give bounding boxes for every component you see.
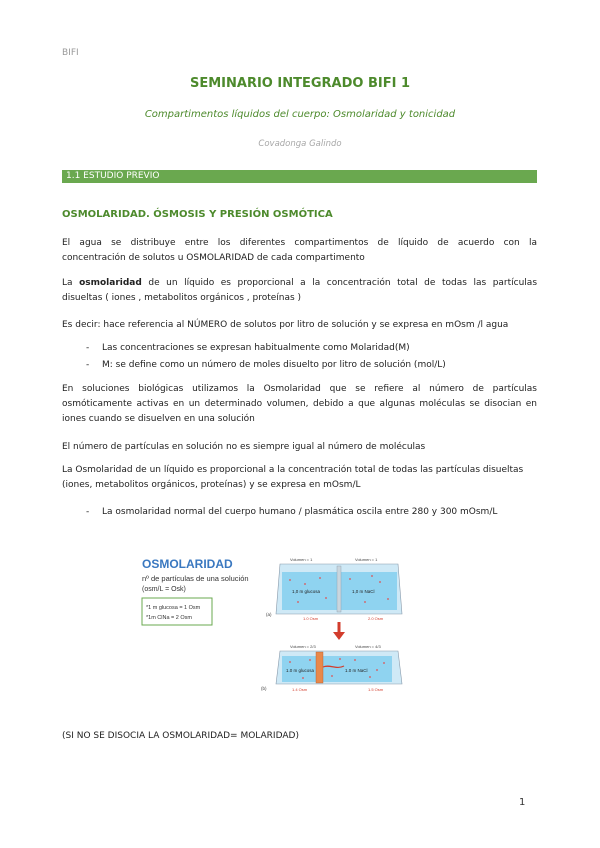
bullet-item: La osmolaridad normal del cuerpo humano / plasmática oscila entre 280 y 300 mOsm/L xyxy=(102,507,498,517)
paragraph-2-line-1 xyxy=(62,276,537,291)
bottom-volume-right: Volumen = 4/3 xyxy=(355,644,381,649)
bullet-marker: - xyxy=(86,507,90,517)
top-membrane xyxy=(337,566,341,612)
paragraph-1 xyxy=(62,236,537,266)
paragraph-6-line-1: La Osmolaridad de un líquido es proporcional a la concentración total de todas las partículas disueltas xyxy=(62,465,524,475)
paragraph-2-line-2: disueltas ( iones , metabolitos orgánicos , proteínas ) xyxy=(62,293,302,303)
paragraph-2 xyxy=(62,276,537,306)
bullet-item: M: se define como un número de moles disuelto por litro de solución (mol/L) xyxy=(102,360,446,370)
paragraph-6-line-2: (iones, metabolitos orgánicos, proteínas) y se expresa en mOsm/L xyxy=(62,480,361,490)
paragraph-4-line-2: osmóticamente activas en un determinado volumen, debido a que algunas moléculas se disocian en xyxy=(62,399,537,409)
panel-marker-a: (a) xyxy=(266,612,272,617)
figure-subtitle-line-1: nº de partículas de una solución xyxy=(142,574,249,583)
author-name: Covadonga Galindo xyxy=(258,139,342,149)
paragraph-1-line-1: El agua se distribuye entre los diferentes compartimentos de líquido de acuerdo con la xyxy=(62,238,537,248)
section-heading: OSMOLARIDAD. ÓSMOSIS Y PRESIÓN OSMÓTICA xyxy=(62,209,333,220)
conversion-line-1: *1 m glucosa = 1 Osm xyxy=(146,605,201,611)
bottom-left-label: 1.0 m glucosa xyxy=(286,668,315,673)
bottom-left-osm: 1.4 Osm xyxy=(292,687,308,692)
paragraph-2-rest: de un líquido es proporcional a la concentración total de todas las partículas xyxy=(141,278,538,288)
transition-arrow-shaft xyxy=(338,622,341,632)
paragraph-4-line-1: En soluciones biológicas utilizamos la Osmolaridad que se refiere al número de partículas xyxy=(62,384,537,394)
panel-marker-b: (b) xyxy=(261,686,267,691)
top-right-osm: 2.0 Osm xyxy=(368,616,384,621)
section-label: 1.1 ESTUDIO PREVIO xyxy=(66,171,160,181)
bullet-item: Las concentraciones se expresan habitualmente como Molaridad(M) xyxy=(102,343,410,353)
paragraph-4-line-3: iones cuando se disuelven en una solución xyxy=(62,414,255,424)
bottom-right-osm: 1.5 Osm xyxy=(368,687,384,692)
figure-subtitle-line-2: (osm/L = Osk) xyxy=(142,586,186,593)
document-subtitle: Compartimentos líquidos del cuerpo: Osmolaridad y tonicidad xyxy=(144,109,456,120)
paragraph-6 xyxy=(62,463,537,493)
conversion-line-2: *1m ClNa = 2 Osm xyxy=(146,615,192,621)
footer-note: (SI NO SE DISOCIA LA OSMOLARIDAD= MOLARIDAD) xyxy=(62,731,299,741)
bottom-right-label: 1.0 m NaCl xyxy=(345,668,368,673)
transition-arrow-head xyxy=(333,632,345,640)
page-number: 1 xyxy=(519,797,526,808)
top-volume-left: Volumen = 1 xyxy=(290,557,313,562)
osmolaridad-term: osmolaridad xyxy=(79,278,142,288)
top-left-osm: 1.0 Osm xyxy=(303,616,319,621)
bottom-membrane xyxy=(316,652,323,683)
bullet-marker: - xyxy=(86,343,90,353)
paragraph-3: Es decir: hace referencia al NÚMERO de solutos por litro de solución y se expresa en mOsm /l agua xyxy=(62,320,509,330)
top-right-label: 1,0 m NaCl xyxy=(352,589,375,594)
paragraph-4 xyxy=(62,382,537,427)
paragraph-5: El número de partículas en solución no es siempre igual al número de moléculas xyxy=(62,442,426,452)
bottom-volume-left: Volumen = 2/3 xyxy=(290,644,316,649)
top-volume-right: Volumen = 1 xyxy=(355,557,378,562)
running-header: BIFI xyxy=(62,48,79,58)
osmolarity-figure xyxy=(140,552,410,722)
top-left-label: 1,0 m glucosa xyxy=(292,589,321,594)
paragraph-1-line-2: concentración de solutos u OSMOLARIDAD de cada compartimento xyxy=(62,253,365,263)
section-bar xyxy=(62,170,537,183)
bullet-marker: - xyxy=(86,360,90,370)
figure-title: OSMOLARIDAD xyxy=(142,557,233,571)
document-title: SEMINARIO INTEGRADO BIFI 1 xyxy=(190,76,410,91)
paragraph-2-prefix: La xyxy=(62,278,80,288)
